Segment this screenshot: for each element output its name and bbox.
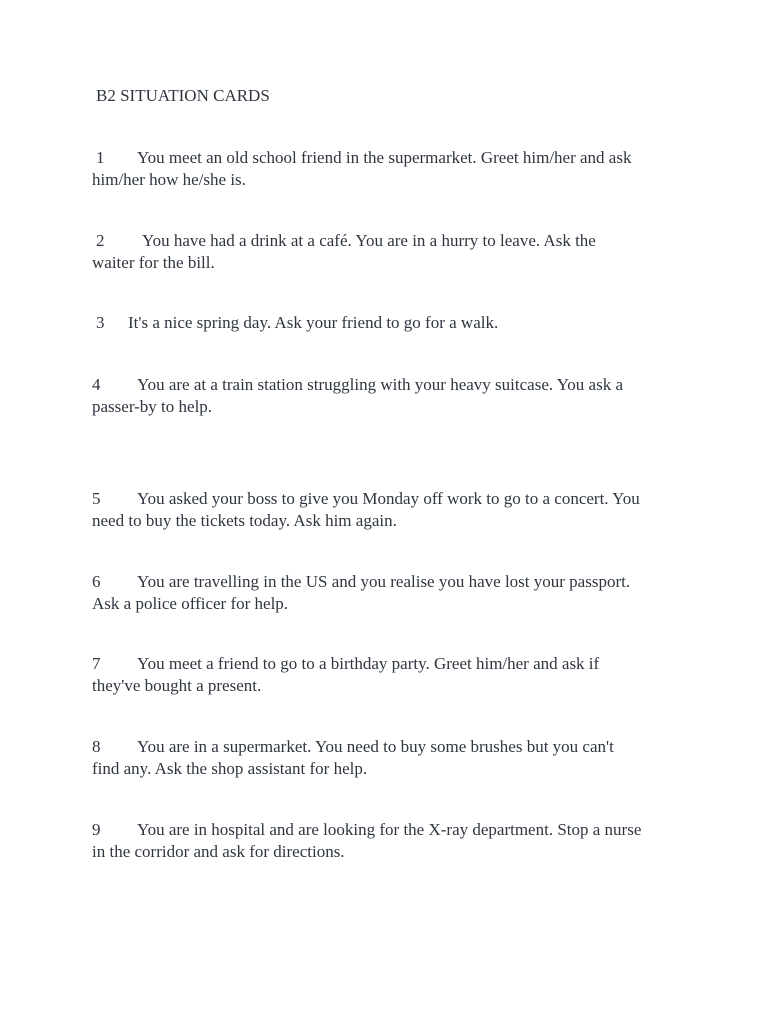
card-number: 3 — [96, 313, 105, 332]
card-number: 5 — [92, 489, 101, 508]
situation-card — [92, 147, 692, 191]
card-line-2: him/her how he/she is. — [92, 170, 246, 189]
card-text: You meet an old school friend in the supermarket. Greet him/her and ask — [137, 148, 632, 167]
card-text: You have had a drink at a café. You are in a hurry to leave. Ask the — [142, 231, 596, 250]
card-line-2: waiter for the bill. — [92, 253, 215, 272]
situation-card — [92, 653, 692, 697]
card-line-1 — [92, 736, 692, 758]
card-line-1 — [92, 653, 692, 675]
situation-card — [92, 312, 692, 334]
card-number: 8 — [92, 737, 101, 756]
situation-card — [92, 374, 692, 418]
card-line-1 — [92, 312, 692, 334]
card-line-1 — [92, 571, 692, 593]
card-line-2: Ask a police officer for help. — [92, 594, 289, 613]
card-line-2: passer-by to help. — [92, 397, 213, 416]
card-text: It's a nice spring day. Ask your friend to go for a walk. — [128, 313, 499, 332]
card-number: 6 — [92, 572, 101, 591]
card-text: You asked your boss to give you Monday off work to go to a concert. You — [137, 489, 640, 508]
situation-card — [92, 571, 692, 615]
card-number: 9 — [92, 820, 101, 839]
card-line-2: they've bought a present. — [92, 676, 262, 695]
card-line-1 — [92, 488, 692, 510]
card-text: You are in hospital and are looking for the X-ray department. Stop a nurse — [137, 820, 642, 839]
card-line-1 — [92, 230, 692, 252]
card-number: 4 — [92, 375, 101, 394]
card-line-2: in the corridor and ask for directions. — [92, 842, 345, 861]
card-text: You are in a supermarket. You need to buy some brushes but you can't — [137, 737, 614, 756]
situation-card — [92, 230, 692, 274]
card-number: 2 — [96, 231, 105, 250]
document-title: B2 SITUATION CARDS — [96, 86, 270, 105]
situation-card — [92, 488, 692, 532]
card-number: 1 — [96, 148, 105, 167]
card-number: 7 — [92, 654, 101, 673]
situation-card — [92, 819, 692, 863]
card-line-1 — [92, 147, 692, 169]
card-text: You meet a friend to go to a birthday party. Greet him/her and ask if — [137, 654, 600, 673]
card-text: You are at a train station struggling with your heavy suitcase. You ask a — [137, 375, 624, 394]
card-line-2: need to buy the tickets today. Ask him again. — [92, 511, 397, 530]
card-line-2: find any. Ask the shop assistant for help. — [92, 759, 368, 778]
card-line-1 — [92, 374, 692, 396]
card-text: You are travelling in the US and you realise you have lost your passport. — [137, 572, 631, 591]
card-line-1 — [92, 819, 692, 841]
situation-card — [92, 736, 692, 780]
